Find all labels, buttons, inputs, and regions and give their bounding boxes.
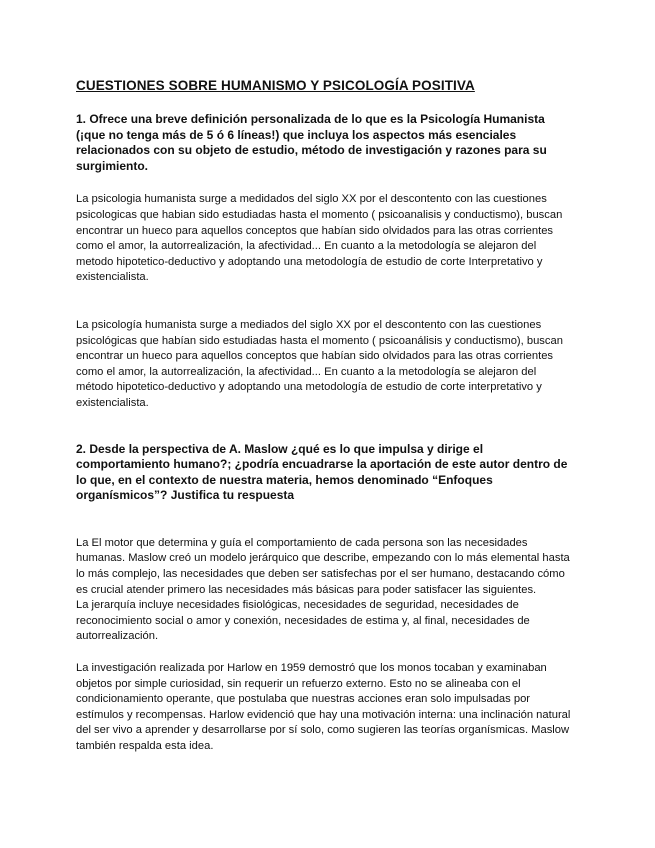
document-page <box>76 78 576 755</box>
answer-1-paragraph-2: La psicología humanista surge a mediados del siglo XX por el descontento con las cuestiones psicológicas que habían sido estudiadas hasta el momento ( psicoanálisis y conductismo), buscan encontrar un hueco para aquellos conceptos que habían sido olvidados para las otras corrientes como el amor, la autorrealización, la afectividad... En cuanto a la metodología se alejaron del método hipotetico-deductivo y adoptando una metodología de estudio de corte interpretativo y existencialista. <box>76 318 563 409</box>
question-2: 2. Desde la perspectiva de A. Maslow ¿qué es lo que impulsa y dirige el comportamiento humano?; ¿podría encuadrarse la aportación de este autor dentro de lo que, en el contexto de nuestra materia, hemos denominado “Enfoques organísmicos”? Justifica tu respuesta <box>76 441 568 503</box>
spacer <box>76 174 576 192</box>
document-title: CUESTIONES SOBRE HUMANISMO Y PSICOLOGÍA POSITIVA <box>76 78 475 93</box>
answer-1-paragraph-1: La psicologia humanista surge a medidados del siglo XX por el descontento con las cuestiones psicologicas que habian sido estudiadas hasta el momento ( psicoanalisis y conductismo), buscan encontrar un hueco para aquellos conceptos que habían sido olvidados para las otras corrientes como el amor, la autorrealización, la afectividad... En cuanto a la metodología se alejaron del metodo hipotetico-deductivo y adoptando una metodología de estudio de corte Interpretativo y existencialista. <box>76 193 563 284</box>
question-1: 1. Ofrece una breve definición personalizada de lo que es la Psicología Humanista (¡que no tenga más de 5 ó 6 líneas!) que incluya los aspectos más esenciales relacionados con su objeto de estudio, método de investigación y razones para su surgimiento. <box>76 112 547 173</box>
answer-2-paragraph-1: La El motor que determina y guía el comportamiento de cada persona son las necesidades humanas. Maslow creó un modelo jerárquico que describe, empezando con lo más elemental hasta lo más complejo, las necesidades que deben ser satisfechas por el ser humano, destacando cómo es crucial atender primero las necesidades más básicas para poder satisfacer las siguientes. <box>76 536 570 596</box>
answer-2-paragraph-3: La investigación realizada por Harlow en 1959 demostró que los monos tocaban y examinaban objetos por simple curiosidad, sin requerir un refuerzo externo. Esto no se alineaba con el condicionamiento operante, que postulaba que nuestras acciones eran solo impulsadas por estímulos y recompensas. Harlow evidenció que hay una motivación interna: una inclinación natural del ser vivo a aprender y desarrollarse por sí solo, como sugieren las teorías organísmicas. Maslow también respalda esta idea. <box>76 662 571 752</box>
spacer <box>76 412 576 442</box>
spacer <box>76 645 576 661</box>
spacer <box>76 504 576 536</box>
spacer <box>76 286 576 318</box>
answer-2-paragraph-2: La jerarquía incluye necesidades fisiológicas, necesidades de seguridad, necesidades de reconocimiento social o amor y conexión, necesidades de estima y, al final, necesidades de autorrealización. <box>76 599 530 643</box>
